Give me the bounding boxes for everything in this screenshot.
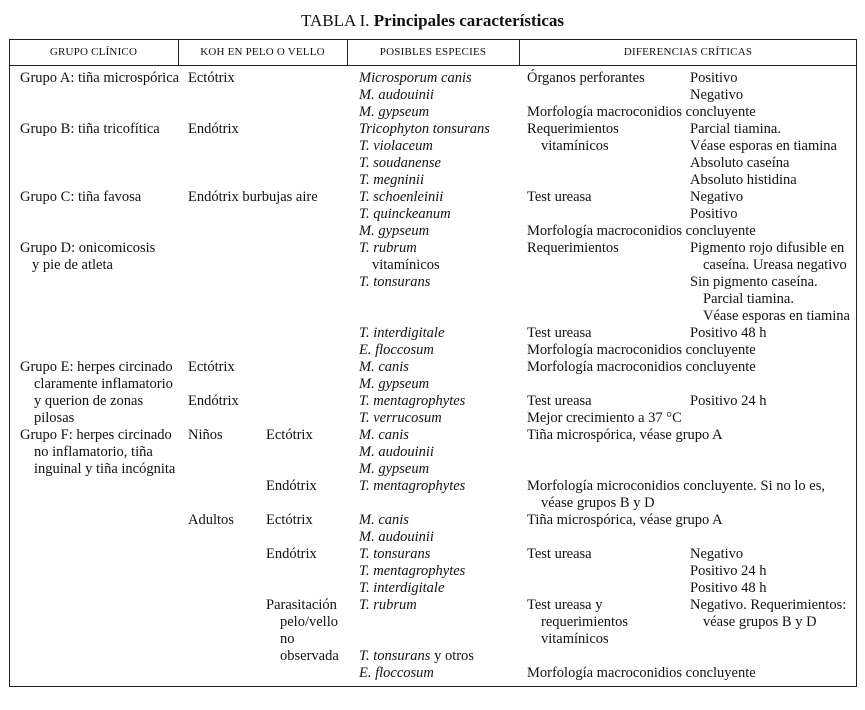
test: Test ureasa [527,189,592,205]
result: Pigmento rojo difusible en [690,240,845,256]
species: M. gypseum [359,104,430,120]
result: véase grupos B y D [703,614,817,630]
species: T. mentagrophytes [359,563,466,579]
result: Véase esporas en tiamina [690,138,837,154]
species: T. tonsurans [359,274,431,290]
table-caption: Principales características [373,11,565,30]
species: T. megninii [359,172,424,188]
table-number: TABLA I. [300,11,370,30]
species: Tricophyton tonsurans [359,121,490,137]
koh-value: pelo/vello [280,614,338,630]
species: T. violaceum [359,138,433,154]
test: Mejor crecimiento a 37 °C [527,410,682,426]
result: Véase esporas en tiamina [703,308,850,324]
group-name: y querion de zonas [34,393,144,409]
table-title [0,10,865,32]
test: Morfología macroconidios concluyente [527,104,756,120]
species: T. rubrum [359,597,417,613]
result: Positivo 48 h [690,580,767,596]
species: T. interdigitale [359,325,445,341]
koh-value: Endótrix [266,478,317,494]
group-name: Grupo D: onicomicosis [20,240,156,256]
group-name: Grupo C: tiña favosa [20,189,142,205]
result: Negativo [690,546,744,562]
species: T. schoenleinii [359,189,444,205]
species: E. floccosum [359,665,434,681]
koh-value: Endótrix [266,546,317,562]
species: M. audouinii [359,529,434,545]
test: Test ureasa [527,546,592,562]
koh-value: Endótrix [188,121,239,137]
species: M. gypseum [359,461,430,477]
species: M. canis [359,512,409,528]
group-name: claramente inflamatorio [34,376,173,392]
species: M. gypseum [359,223,430,239]
koh-value: Ectótrix [266,512,313,528]
result: Negativo [690,87,744,103]
species-name: T. tonsurans [359,648,431,664]
species-note: vitamínicos [372,257,440,273]
koh-value: no [280,631,295,647]
species: T. rubrum [359,240,417,256]
result: Sin pigmento caseína. [690,274,818,290]
test: Tiña microspórica, véase grupo A [527,427,723,443]
header-koh: KOH EN PELO O VELLO [200,46,325,58]
species: M. audouinii [359,444,434,460]
header-grupo-clinico: GRUPO CLÍNICO [49,46,138,58]
result: caseína. Ureasa negativo [703,257,847,273]
group-name: Grupo E: herpes circinado [20,359,173,375]
koh-value: observada [280,648,339,664]
species: T. interdigitale [359,580,445,596]
result: Positivo 24 h [690,563,767,579]
test: Morfología macroconidios concluyente [527,359,756,375]
species: T. verrucosum [359,410,442,426]
species: T. soudanense [359,155,441,171]
test: Requerimientos [527,121,619,137]
group-name: Grupo A: tiña microspórica [20,70,180,86]
test: Requerimientos [527,240,619,256]
test: Morfología macroconidios concluyente [527,223,756,239]
test: requerimientos [541,614,628,630]
koh-value: Endótrix burbujas aire [188,189,318,205]
species: T. quinckeanum [359,206,451,222]
species: T. mentagrophytes [359,393,466,409]
species: Microsporum canis [359,70,472,86]
test: Morfología microconidios concluyente. Si no lo es, [527,478,826,494]
test: Tiña microspórica, véase grupo A [527,512,723,528]
species: M. gypseum [359,376,430,392]
age-group: Adultos [188,512,234,528]
group-name: inguinal y tiña incógnita [34,461,176,477]
group-name: pilosas [34,410,75,426]
result: Positivo [690,206,738,222]
header-diferencias: DIFERENCIAS CRÍTICAS [623,46,753,58]
result: Negativo. Requerimientos: [690,597,847,613]
age-group: Niños [188,427,223,443]
species: M. canis [359,427,409,443]
species [359,648,474,665]
species: M. audouinii [359,87,434,103]
test: vitamínicos [541,631,609,647]
result: Negativo [690,189,744,205]
result: Positivo 24 h [690,393,767,409]
koh-value: Parasitación [266,597,337,613]
test: Test ureasa [527,393,592,409]
koh-value: Ectótrix [188,70,235,86]
species-suffix: y otros [430,648,474,664]
group-name: Grupo B: tiña tricofítica [20,121,160,137]
species: E. floccosum [359,342,434,358]
koh-value: Ectótrix [266,427,313,443]
header-especies: POSIBLES ESPECIES [379,46,487,58]
species: T. tonsurans [359,546,431,562]
test: Morfología macroconidios concluyente [527,665,756,681]
result: Parcial tiamina. [703,291,794,307]
test: Test ureasa [527,325,592,341]
koh-value: Endótrix [188,393,239,409]
group-name: Grupo F: herpes circinado [20,427,172,443]
species: M. canis [359,359,409,375]
koh-value: Ectótrix [188,359,235,375]
test: vitamínicos [541,138,609,154]
test: Órganos perforantes [527,70,645,86]
test: véase grupos B y D [541,495,655,511]
group-name: y pie de atleta [32,257,113,273]
species: T. mentagrophytes [359,478,466,494]
result: Parcial tiamina. [690,121,781,137]
result: Positivo 48 h [690,325,767,341]
test: Morfología macroconidios concluyente [527,342,756,358]
group-name: no inflamatorio, tiña [34,444,153,460]
result: Absoluto histidina [690,172,797,188]
test: Test ureasa y [527,597,603,613]
result: Positivo [690,70,738,86]
result: Absoluto caseína [690,155,790,171]
